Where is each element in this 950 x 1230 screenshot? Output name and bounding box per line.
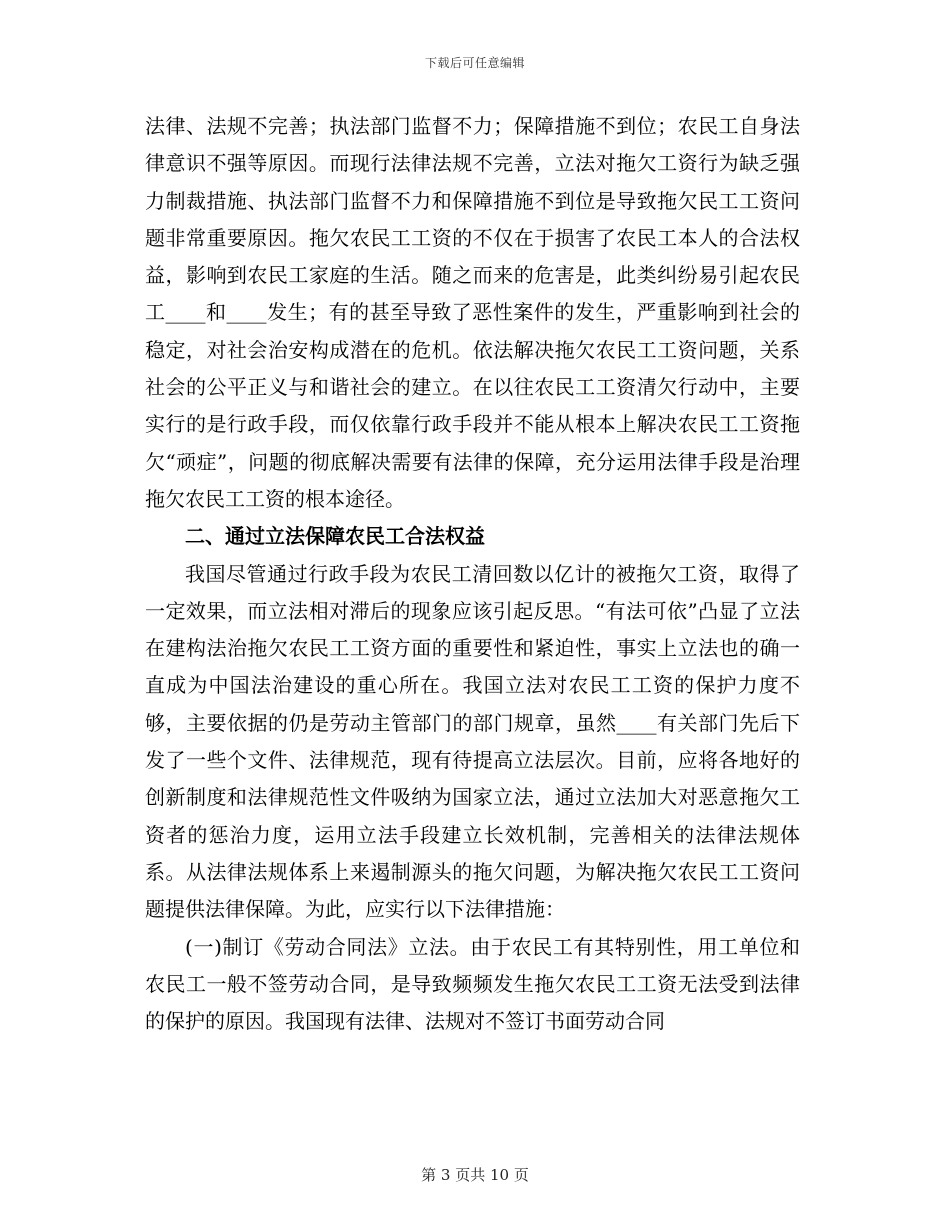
- body-paragraph-2: 我国尽管通过行政手段为农民工清回数以亿计的被拖欠工资，取得了一定效果，而立法相对滞后的现象应该引起反思。“有法可依”凸显了立法在建构法治拖欠农民工工资方面的重要性和紧迫性，事实上立法也的确一直成为中国法治建设的重心所在。我国立法对农民工工资的保护力度不够，主要依据的仍是劳动主管部门的部门规章，虽然____有关部门先后下发了一些个文件、法律规范，现有待提高立法层次。目前，应将各地好的创新制度和法律规范性文件吸纳为国家立法，通过立法加大对恶意拖欠工资者的惩治力度，运用立法手段建立长效机制，完善相关的法律法规体系。从法律法规体系上来遏制源头的拖欠问题，为解决拖欠农民工工资问题提供法律保障。为此，应实行以下法律措施：: [145, 561, 800, 922]
- body-paragraph-3: (一)制订《劳动合同法》立法。由于农民工有其特别性，用工单位和农民工一般不签劳动合同，是导致频频发生拖欠农民工工资无法受到法律的保护的原因。我国现有法律、法规对不签订书面劳动合同: [145, 934, 800, 1034]
- section-heading: 二、通过立法保障农民工合法权益: [185, 524, 485, 549]
- page-header: 下载后可任意编辑: [424, 56, 525, 70]
- document-body: [145, 108, 800, 1040]
- page-number: 第 3 页共 10 页: [421, 1166, 529, 1184]
- body-paragraph-1: 法律、法规不完善；执法部门监督不力；保障措施不到位；农民工自身法律意识不强等原因。而现行法律法规不完善，立法对拖欠工资行为缺乏强力制裁措施、执法部门监督不力和保障措施不到位是导致拖欠民工工资问题非常重要原因。拖欠农民工工资的不仅在于损害了农民工本人的合法权益，影响到农民工家庭的生活。随之而来的危害是，此类纠纷易引起农民工____和____发生；有的甚至导致了恶性案件的发生，严重影响到社会的稳定，对社会治安构成潜在的危机。依法解决拖欠农民工工资问题，关系社会的公平正义与和谐社会的建立。在以往农民工工资清欠行动中，主要实行的是行政手段，而仅依靠行政手段并不能从根本上解决农民工工资拖欠“顽症”，问题的彻底解决需要有法律的保障，充分运用法律手段是治理拖欠农民工工资的根本途径。: [145, 114, 800, 511]
